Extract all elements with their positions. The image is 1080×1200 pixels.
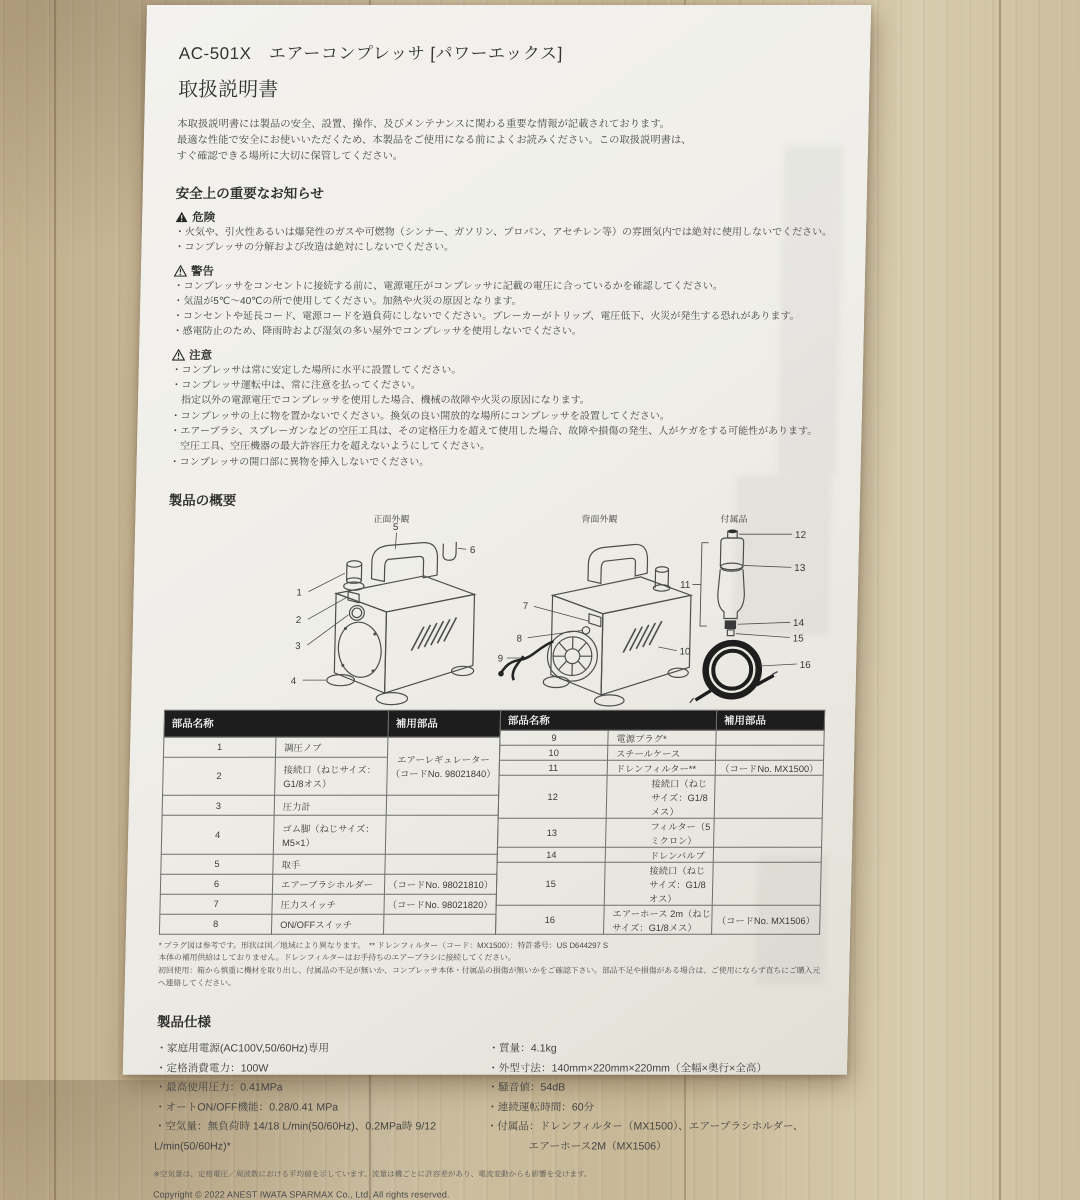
- danger-item: ・コンプレッサの分解および改造は絶対にしないでください。: [174, 242, 455, 254]
- callout-number: 12: [794, 529, 807, 541]
- warning-item: ・感電防止のため、降雨時および湿気の多い屋外でコンプレッサを使用しないでください。: [172, 326, 582, 338]
- spare-part: [714, 818, 823, 847]
- table-row: [500, 730, 824, 745]
- compressor-front-drawing: [264, 518, 500, 708]
- part-name: 接続口（ねじサイズ：G1/8メス）: [606, 775, 715, 818]
- table-row: [161, 815, 498, 854]
- callout-number: 16: [799, 659, 811, 671]
- airbrush-holder-fork: [443, 542, 456, 560]
- callout-number: 3: [295, 640, 301, 652]
- note-line: * プラグ図は参考です。形状は国／地域により異なります。 ** ドレンフィルター（コード：MX1500）：特許番号：US D644297 S: [158, 940, 609, 950]
- table-row: [160, 894, 497, 914]
- spec-item: ・連続運転時間：60分: [486, 1101, 595, 1114]
- spare-part: （コードNo. 98021810）: [384, 874, 496, 894]
- spec-item: ・オートON/OFF機能：0.28/0.41 MPa: [154, 1101, 339, 1114]
- specs-right-column: [486, 1040, 819, 1157]
- part-no: 3: [162, 795, 274, 815]
- spec-item: ・空気量：無負荷時 14/18 L/min(50/60Hz)、0.2MPa時 9/12 L/min(50/60Hz)*: [153, 1120, 437, 1153]
- callout-number: 14: [792, 617, 805, 629]
- callout-number: 9: [497, 653, 504, 665]
- column-header-part-name: 部品名称: [164, 710, 389, 737]
- table-row: [497, 818, 822, 847]
- table-row: [163, 737, 500, 757]
- table-header-row: [500, 710, 825, 730]
- caution-item: ・コンプレッサの開口部に異物を挿入しないでください。: [169, 456, 430, 468]
- part-no: 1: [163, 737, 275, 757]
- part-no: 14: [497, 847, 605, 862]
- part-name: スチールケース: [607, 745, 715, 760]
- spare-part: [712, 862, 821, 905]
- pressure-gauge: [349, 605, 364, 620]
- part-no: 13: [497, 818, 606, 847]
- specs-columns: [154, 1040, 819, 1157]
- spare-part: [713, 847, 821, 862]
- caution-item: 空圧工具、空圧機器の最大許容圧力を超えないようにしてください。: [169, 441, 491, 453]
- part-name: ON/OFFスイッチ: [271, 914, 383, 934]
- table-row: [159, 914, 496, 934]
- spare-part-line: （コードNo. 98021840）: [390, 769, 496, 780]
- part-name: 接続口（ねじサイズ：G1/8オス）: [604, 862, 713, 905]
- callout-number: 8: [516, 633, 523, 645]
- table-row: [161, 854, 498, 874]
- part-name: エアーブラシホルダー: [272, 874, 384, 894]
- air-hose-coil: [690, 643, 779, 703]
- table-row: [499, 745, 823, 760]
- parts-table-right: [495, 710, 825, 935]
- caution-label-row: [172, 347, 835, 363]
- spare-part: （コードNo. MX1506）: [712, 905, 821, 934]
- table-row: [497, 847, 821, 862]
- spare-part: [716, 745, 824, 760]
- table-header-row: [164, 710, 501, 737]
- spare-part: [714, 775, 823, 818]
- danger-item: ・火気や、引火性あるいは爆発性のガスや可燃物（シンナー、ガソリン、プロパン、アセチレン等）の雰囲気内では絶対に使用しないでください。: [174, 226, 833, 238]
- spec-item: ・外型寸法：140mm×220mm×220mm（全幅×奥行×全高）: [487, 1062, 768, 1075]
- part-name: 電源プラグ*: [608, 730, 716, 745]
- product-name: エアーコンプレッサ [パワーエックス]: [268, 43, 564, 63]
- part-name: ゴム脚（ねじサイズ：M5×1）: [273, 815, 386, 854]
- danger-label-row: [175, 209, 838, 225]
- overview-heading: 製品の概要: [168, 492, 237, 508]
- document-title: 取扱説明書: [177, 78, 279, 101]
- warning-label-row: [174, 263, 837, 279]
- note-line: 初回使用：箱から慎重に機材を取り出し、付属品の不足が無いか、コンプレッサ本体・付属品の損傷が無いかをご確認下さい。部品不足や損傷がある場合は、ご使用にならず直ちにご購入元へ連絡してください。: [157, 965, 821, 988]
- spare-part: [383, 914, 495, 934]
- spec-item: ・定格消費電力：100W: [155, 1062, 269, 1075]
- spec-item: ・質量：4.1kg: [488, 1042, 557, 1055]
- power-plug: [498, 671, 504, 677]
- table-row: [498, 775, 823, 818]
- warning-item: ・コンセントや延長コード、電源コードを過負荷にしないでください。ブレーカーがトリップ、電圧低下、火災が発生する恐れがあります。: [172, 311, 800, 323]
- part-name: 接続口（ねじサイズ：G1/8オス）: [275, 757, 388, 796]
- part-name: エアーホース 2m（ねじサイズ：G1/8メス）: [604, 905, 713, 934]
- rear-vent-slots: [623, 621, 662, 652]
- rear-knob: [653, 567, 670, 591]
- rear-callout-leaders: [507, 606, 678, 658]
- part-no: 8: [159, 914, 271, 934]
- airflow-footnote: ※空気量は、定格電圧／周波数における平均値を示しています。流量は機ごとに許容差があり、電流変動からも影響を受けます。: [153, 1169, 592, 1179]
- part-name: 圧力スイッチ: [272, 894, 384, 914]
- table-row: [496, 905, 821, 934]
- part-no: 2: [163, 757, 276, 796]
- caution-item: 指定以外の電源電圧でコンプレッサを使用した場合、機械の故障や火災の原因になります。: [170, 395, 590, 407]
- spec-item: ・騒音値：54dB: [487, 1081, 566, 1094]
- table-row: [162, 795, 499, 815]
- page-content: [153, 39, 842, 1200]
- part-name: ドレンバルブ: [605, 847, 713, 862]
- page-title: [179, 39, 842, 64]
- caution-item: ・エアーブラシ、スプレーガンなどの空圧工具は、その定格圧力を超えて使用した場合、故障や損傷の発生、人がケガをする可能性があります。: [170, 425, 818, 437]
- copyright-line: Copyright © 2022 ANEST IWATA SPARMAX Co., Ltd. All rights reserved.: [152, 1189, 450, 1200]
- part-name: 圧力計: [274, 795, 386, 815]
- danger-triangle-icon: [175, 211, 188, 223]
- specs-left-column: [154, 1040, 489, 1157]
- warning-item: ・気温が5℃～40℃の所で使用してください。加熱や火災の原因となります。: [173, 295, 522, 307]
- spare-part: [385, 815, 498, 854]
- table-row: [499, 760, 823, 775]
- spec-item: ・最高使用圧力：0.41MPa: [155, 1081, 283, 1094]
- spare-part: [385, 854, 497, 874]
- caution-label: 注意: [188, 349, 213, 362]
- intro-paragraph: [176, 117, 839, 165]
- spec-item: ・付属品：ドレンフィルター（MX1500）、エアーブラシホルダー、: [486, 1120, 804, 1133]
- pressure-switch: [582, 614, 601, 634]
- spare-part-line: エアーレギュレーター: [397, 755, 490, 766]
- table-notes: [158, 940, 821, 990]
- spare-part: [716, 730, 824, 745]
- part-no: 7: [160, 894, 272, 914]
- rear-body: [550, 577, 691, 695]
- spec-item: エアーホース2M（MX1506）: [486, 1140, 667, 1153]
- callout-number: 13: [794, 563, 806, 575]
- part-no: 15: [496, 862, 605, 905]
- overview-diagrams: [164, 512, 831, 708]
- vent-slots: [411, 617, 456, 650]
- caution-item: ・コンプレッサの上に物を置かないでください。換気の良い開放的な場所にコンプレッサを設置してください。: [170, 410, 670, 422]
- warning-item: ・コンプレッサをコンセントに接続する前に、電源電圧がコンプレッサに記載の電圧に合っているかを確認してください。: [173, 280, 723, 292]
- table-row: [160, 874, 497, 894]
- part-name: ドレンフィルター**: [607, 760, 715, 775]
- callout-number: 1: [296, 587, 302, 599]
- intro-line: 最適な性能で安全にお使いいただくため、本製品をご使用になる前によくお読みください。この取扱説明書は、: [176, 134, 692, 146]
- column-header-spare: 補用部品: [716, 710, 824, 730]
- callout-number: 2: [295, 614, 302, 626]
- callout-number: 10: [679, 646, 691, 658]
- caution-item: ・コンプレッサは常に安定した場所に水平に設置してください。: [171, 364, 462, 376]
- column-header-part-name: 部品名称: [500, 710, 717, 730]
- spare-part: （コードNo. 98021820）: [384, 894, 496, 914]
- callout-number: 11: [679, 580, 691, 592]
- table-row: [496, 862, 821, 905]
- warning-triangle-icon: [174, 265, 187, 277]
- callout-number: 5: [392, 521, 399, 533]
- front-view-label: 正面外観: [373, 513, 410, 524]
- drain-filter: [700, 529, 746, 635]
- model-number: AC-501X: [178, 43, 252, 63]
- callout-leaders: [303, 532, 467, 680]
- part-name: フィルター（5ミクロン）: [606, 818, 715, 847]
- part-no: 5: [161, 854, 273, 874]
- callout-number: 15: [792, 633, 804, 645]
- front-handle: [371, 542, 437, 581]
- part-no: 16: [496, 905, 605, 934]
- caution-triangle-icon: [172, 349, 185, 361]
- column-header-spare: 補用部品: [388, 710, 501, 737]
- manual-page: [123, 5, 871, 1200]
- safety-heading: 安全上の重要なお知らせ: [175, 185, 325, 201]
- caution-item: ・コンプレッサ運転中は、常に注意を払ってください。: [171, 379, 422, 391]
- power-cord: [501, 641, 554, 680]
- part-name: 取手: [273, 854, 385, 874]
- spare-part: [386, 795, 498, 815]
- spare-part: （コードNo. MX1500）: [715, 760, 823, 775]
- intro-line: すぐ確認できる場所に大切に保管してください。: [176, 150, 404, 162]
- pressure-knob: [344, 561, 365, 591]
- part-no: 9: [500, 730, 608, 745]
- spec-item: ・家庭用電源(AC100V,50/60Hz)専用: [156, 1042, 330, 1055]
- cooling-fan: [547, 631, 598, 681]
- parts-table: [159, 710, 826, 935]
- callout-number: 6: [469, 544, 476, 556]
- rear-view-label: 背面外観: [581, 513, 618, 524]
- callout-number: 4: [290, 675, 297, 687]
- part-no: 6: [160, 874, 272, 894]
- part-name: 調圧ノブ: [275, 737, 387, 757]
- part-no: 10: [499, 745, 607, 760]
- warning-label: 警告: [190, 265, 215, 278]
- callout-number: 7: [522, 601, 529, 613]
- parts-table-left: [159, 710, 501, 935]
- note-line: 本体の補用供給はしておりません。ドレンフィルターはお手持ちのエアーブラシに接続してください。: [158, 953, 516, 963]
- part-no: 12: [498, 775, 607, 818]
- specs-heading: 製品仕様: [156, 1014, 212, 1030]
- part-no: 11: [499, 760, 607, 775]
- spare-part: [387, 737, 500, 796]
- intro-line: 本取扱説明書には製品の安全、設置、操作、及びメンテナンスに関わる重要な情報が記載されております。: [177, 118, 671, 130]
- accessories-label: 付属品: [720, 513, 748, 524]
- part-no: 4: [161, 815, 274, 854]
- accessories-drawing: [676, 522, 832, 704]
- danger-label: 危険: [192, 211, 216, 224]
